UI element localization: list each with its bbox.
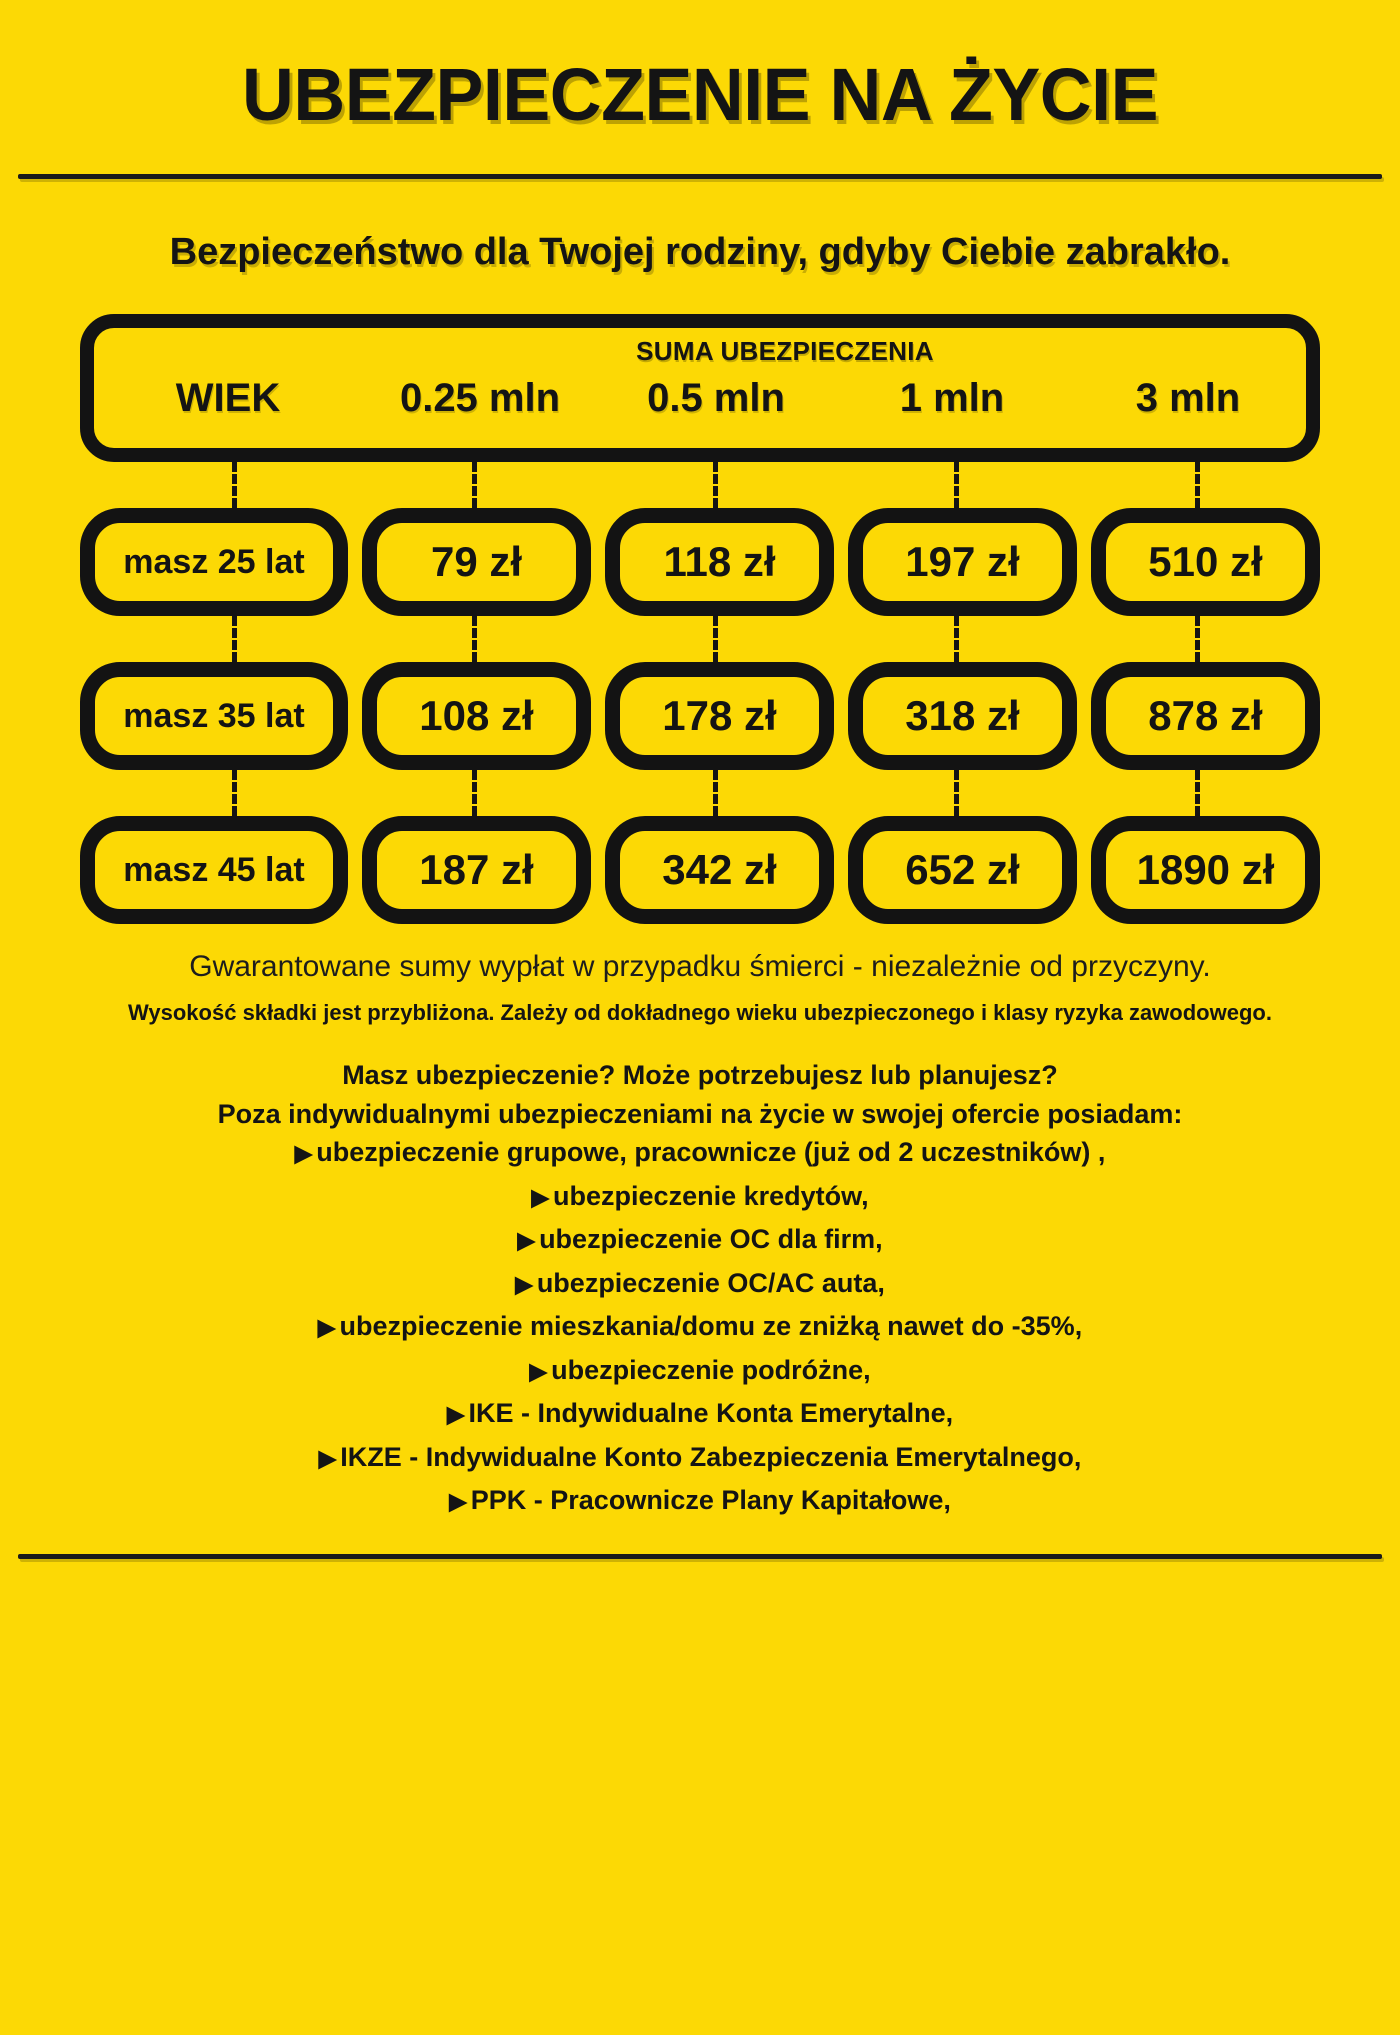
row-2-value-1-label: 342 zł xyxy=(662,846,777,893)
row-1-value-1-label: 178 zł xyxy=(662,692,777,739)
connector-line xyxy=(472,616,477,662)
offer-item-label: ubezpieczenie podróżne, xyxy=(551,1354,871,1385)
row-0-value-2 xyxy=(848,508,1077,616)
row-0-age-label: masz 25 lat xyxy=(123,542,305,581)
disclaimer-note: Wysokość składki jest przybliżona. Zależy od dokładnego wieku ubezpieczonego i klasy ryzyka zawodowego. xyxy=(128,1000,1272,1025)
offer-item xyxy=(0,1135,1400,1170)
offer-item xyxy=(0,1266,1400,1301)
guarantee-note: Gwarantowane sumy wypłat w przypadku śmierci - niezależnie od przyczyny. xyxy=(189,950,1211,983)
row-0-age-cell xyxy=(80,508,348,616)
row-1-value-2-label: 318 zł xyxy=(905,692,1020,739)
row-0-value-2-label: 197 zł xyxy=(905,538,1020,585)
row-0-value-0-label: 79 zł xyxy=(430,538,523,585)
connector-line xyxy=(1195,616,1200,662)
triangle-bullet-icon: ▶ xyxy=(317,1314,336,1341)
row-1-value-1 xyxy=(605,662,834,770)
row-2-value-0 xyxy=(362,816,591,924)
row-2-value-3-label: 1890 zł xyxy=(1136,846,1275,893)
offer-intro: Poza indywidualnymi ubezpieczeniami na życie w swojej ofercie posiadam: xyxy=(217,1098,1183,1129)
row-0-value-1-label: 118 zł xyxy=(663,538,776,585)
offer-section xyxy=(0,1058,1400,1518)
row-1-age-cell xyxy=(80,662,348,770)
page-subtitle: Bezpieczeństwo dla Twojej rodziny, gdyby Ciebie zabrakło. xyxy=(169,231,1231,273)
row-1-value-2 xyxy=(848,662,1077,770)
table-header-row xyxy=(94,376,1306,421)
offer-item-label: ubezpieczenie OC/AC auta, xyxy=(536,1267,885,1298)
table-row xyxy=(80,816,1320,924)
connector-row-1 xyxy=(80,462,1320,508)
offer-item xyxy=(0,1483,1400,1518)
connector-line xyxy=(1195,462,1200,508)
connector-line xyxy=(232,770,237,816)
row-2-age-cell xyxy=(80,816,348,924)
offer-item-label: ubezpieczenie mieszkania/domu ze zniżką nawet do -35%, xyxy=(339,1311,1083,1342)
header-cell-sum-2: 1 mln xyxy=(899,376,1005,420)
row-0-value-3 xyxy=(1091,508,1320,616)
triangle-bullet-icon: ▶ xyxy=(517,1227,536,1254)
row-2-value-1 xyxy=(605,816,834,924)
triangle-bullet-icon: ▶ xyxy=(529,1357,548,1384)
connector-line xyxy=(232,462,237,508)
offer-item xyxy=(0,1440,1400,1475)
premium-table xyxy=(80,314,1320,924)
triangle-bullet-icon: ▶ xyxy=(515,1270,533,1297)
row-1-value-3-label: 878 zł xyxy=(1148,692,1263,739)
connector-line xyxy=(954,462,959,508)
page-title: UBEZPIECZENIE NA ŻYCIE xyxy=(242,53,1158,136)
triangle-bullet-icon: ▶ xyxy=(318,1444,337,1471)
offer-item xyxy=(0,1222,1400,1257)
header-cell-sum-0: 0.25 mln xyxy=(399,376,561,420)
offer-item-label: PPK - Pracownicze Plany Kapitałowe, xyxy=(470,1485,951,1516)
triangle-bullet-icon: ▶ xyxy=(294,1140,313,1167)
row-2-value-0-label: 187 zł xyxy=(419,846,534,893)
row-1-age-label: masz 35 lat xyxy=(123,696,305,735)
offer-item xyxy=(0,1396,1400,1431)
connector-line xyxy=(954,616,959,662)
connector-line xyxy=(713,770,718,816)
triangle-bullet-icon: ▶ xyxy=(531,1183,550,1210)
offer-item-label: IKE - Indywidualne Konta Emerytalne, xyxy=(468,1398,954,1429)
header-cell-sum-3: 3 mln xyxy=(1135,376,1241,420)
connector-line xyxy=(713,462,718,508)
offer-item xyxy=(0,1309,1400,1344)
connector-line xyxy=(472,462,477,508)
offer-item xyxy=(0,1353,1400,1388)
table-row xyxy=(80,662,1320,770)
row-2-age-label: masz 45 lat xyxy=(123,850,305,889)
connector-line xyxy=(1195,770,1200,816)
offer-item-label: IKZE - Indywidualne Konto Zabezpieczenia Emerytalnego, xyxy=(340,1441,1082,1472)
row-0-value-0 xyxy=(362,508,591,616)
row-2-value-2-label: 652 zł xyxy=(905,846,1020,893)
row-1-value-0 xyxy=(362,662,591,770)
header-cell-sum-1: 0.5 mln xyxy=(647,376,785,420)
table-header-box xyxy=(80,314,1320,462)
divider-top xyxy=(18,174,1382,179)
table-row xyxy=(80,508,1320,616)
row-0-value-1 xyxy=(605,508,834,616)
sum-group-header: SUMA UBEZPIECZENIA xyxy=(636,336,934,366)
row-1-value-3 xyxy=(1091,662,1320,770)
row-2-value-2 xyxy=(848,816,1077,924)
connector-line xyxy=(954,770,959,816)
divider-bottom xyxy=(18,1554,1382,1559)
header-cell-age: WIEK xyxy=(175,376,281,420)
offer-item-label: ubezpieczenie kredytów, xyxy=(553,1180,869,1211)
connector-row-2 xyxy=(80,616,1320,662)
row-2-value-3 xyxy=(1091,816,1320,924)
connector-line xyxy=(232,616,237,662)
triangle-bullet-icon: ▶ xyxy=(446,1401,465,1428)
offer-item xyxy=(0,1179,1400,1214)
connector-line xyxy=(713,616,718,662)
offer-question: Masz ubezpieczenie? Może potrzebujesz lub planujesz? xyxy=(342,1060,1058,1090)
connector-row-3 xyxy=(80,770,1320,816)
triangle-bullet-icon: ▶ xyxy=(449,1488,467,1515)
row-0-value-3-label: 510 zł xyxy=(1148,538,1263,585)
infographic-page xyxy=(0,53,1400,2035)
offer-item-label: ubezpieczenie grupowe, pracownicze (już od 2 uczestników) , xyxy=(316,1137,1106,1168)
offer-item-label: ubezpieczenie OC dla firm, xyxy=(539,1224,883,1255)
connector-line xyxy=(472,770,477,816)
row-1-value-0-label: 108 zł xyxy=(419,692,534,739)
